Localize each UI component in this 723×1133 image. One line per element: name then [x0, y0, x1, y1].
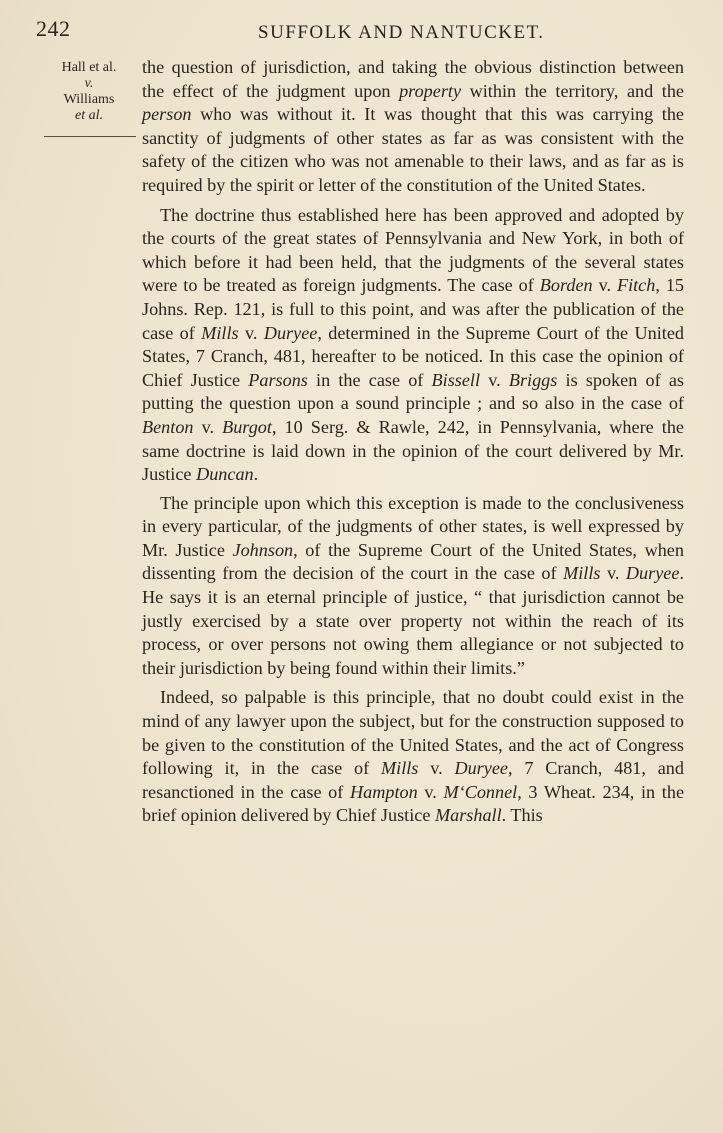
case-name-text: Benton	[142, 416, 194, 437]
body-text-segment: is spoken of as putting the question upon a sound principle ; and so also in the case of	[142, 369, 684, 414]
margin-note-line-3: Williams	[63, 92, 115, 107]
body-text-segment: .	[253, 464, 259, 485]
case-name-text: Duryee	[625, 563, 680, 584]
case-name-text: Mills	[201, 322, 239, 343]
margin-case-note	[44, 60, 134, 124]
body-text-segment: within the territory, and the	[461, 80, 684, 101]
running-head: SUFFOLK AND NANTUCKET.	[258, 22, 545, 43]
body-text-segment: The principle upon which this exception is made to the conclusiveness in every particular, of the judgments of other states, is well expressed by Mr. Justice	[142, 492, 684, 560]
body-text-segment: v.	[480, 369, 509, 390]
case-name-text: Duncan	[196, 464, 254, 485]
body-text-segment: , determined in the Supreme Court of the United States, 7 Cranch, 481, hereafter to be noticed. In this case the opinion of Chief Justice	[142, 322, 685, 390]
body-text-segment: , 3 Wheat. 234, in the brief opinion delivered by Chief Justice	[142, 781, 685, 826]
body-text-segment: . This	[501, 805, 543, 826]
paragraph-1	[142, 56, 684, 198]
body-text-segment: v.	[600, 563, 626, 584]
case-name-text: property	[399, 80, 462, 101]
margin-note-line-1: Hall et al.	[61, 60, 117, 75]
paragraph-2	[142, 204, 684, 487]
margin-rule-divider	[44, 136, 136, 137]
margin-note-line-2: v.	[84, 76, 94, 91]
body-text-segment: , 7 Cranch, 481, and resanctioned in the case of	[142, 758, 684, 802]
case-name-text: Johnson	[232, 539, 294, 560]
case-name-text: Duryee	[263, 322, 318, 343]
body-text-segment: , 10 Serg. & Rawle, 242, in Pennsylvania, where the same doctrine is laid down in the opinion of the court delivered by Mr. Justice	[142, 416, 684, 485]
case-name-text: Parsons	[248, 369, 308, 390]
case-name-text: Duryee	[454, 758, 508, 779]
case-name-text: Borden	[539, 275, 593, 296]
paragraph-4	[142, 686, 684, 828]
body-text-segment: . He says it is an eternal principle of justice, “ that jurisdiction cannot be justly exercised by a state over property not within the reach of its process, or over persons not owing them allegiance or not subjected to their jurisdiction by being found within their limits.”	[142, 563, 684, 678]
body-text	[142, 56, 684, 833]
paragraph-3	[142, 492, 684, 681]
body-text-segment: who was without it. It was thought that this was carrying the sanctity of judgments of other states as far as was consistent with the safety of the citizen who was not amenable to their laws, and as far as is required by the spirit or letter of the constitution of the United States.	[142, 104, 684, 195]
body-text-segment: The doctrine thus established here has been approved and adopted by the courts of the great states of Pennsylvania and New York, in both of which before it had been held, that the judgments of the several states were to be treated as foreign judgments. The case of	[142, 204, 684, 296]
body-text-segment: the question of jurisdiction, and taking the obvious distinction between the effect of the judgment upon	[142, 57, 684, 101]
body-text-segment: , of the Supreme Court of the United States, when dissenting from the decision of the court in the case of	[142, 539, 684, 584]
body-text-segment: v.	[418, 758, 455, 779]
body-text-segment: v.	[238, 322, 264, 343]
body-text-segment: v.	[592, 275, 617, 296]
body-text-segment: in the case of	[307, 369, 432, 390]
case-name-text: person	[142, 104, 192, 125]
case-name-text: Marshall	[434, 805, 502, 826]
case-name-text: Fitch	[616, 275, 656, 296]
case-name-text: Bissell	[431, 369, 481, 390]
case-name-text: Hampton	[350, 781, 418, 802]
margin-note-line-4: et al.	[75, 108, 103, 123]
case-name-text: Mills	[381, 758, 419, 779]
case-name-text: Briggs	[508, 369, 558, 390]
body-text-segment: v.	[193, 416, 223, 437]
page-number: 242	[36, 16, 71, 41]
body-text-segment: Indeed, so palpable is this principle, that no doubt could exist in the mind of any lawyer upon the subject, but for the construction supposed to be given to the constitution of the United States, and the act of Congress following it, in the case of	[142, 687, 684, 779]
body-text-segment: , 15 Johns. Rep. 121, is full to this point, and was after the publication of the case of	[142, 275, 685, 343]
body-text-segment: v.	[417, 781, 444, 802]
case-name-text: Burgot	[222, 416, 272, 437]
case-name-text: M‘Connel	[443, 781, 518, 802]
case-name-text: Mills	[563, 563, 601, 584]
